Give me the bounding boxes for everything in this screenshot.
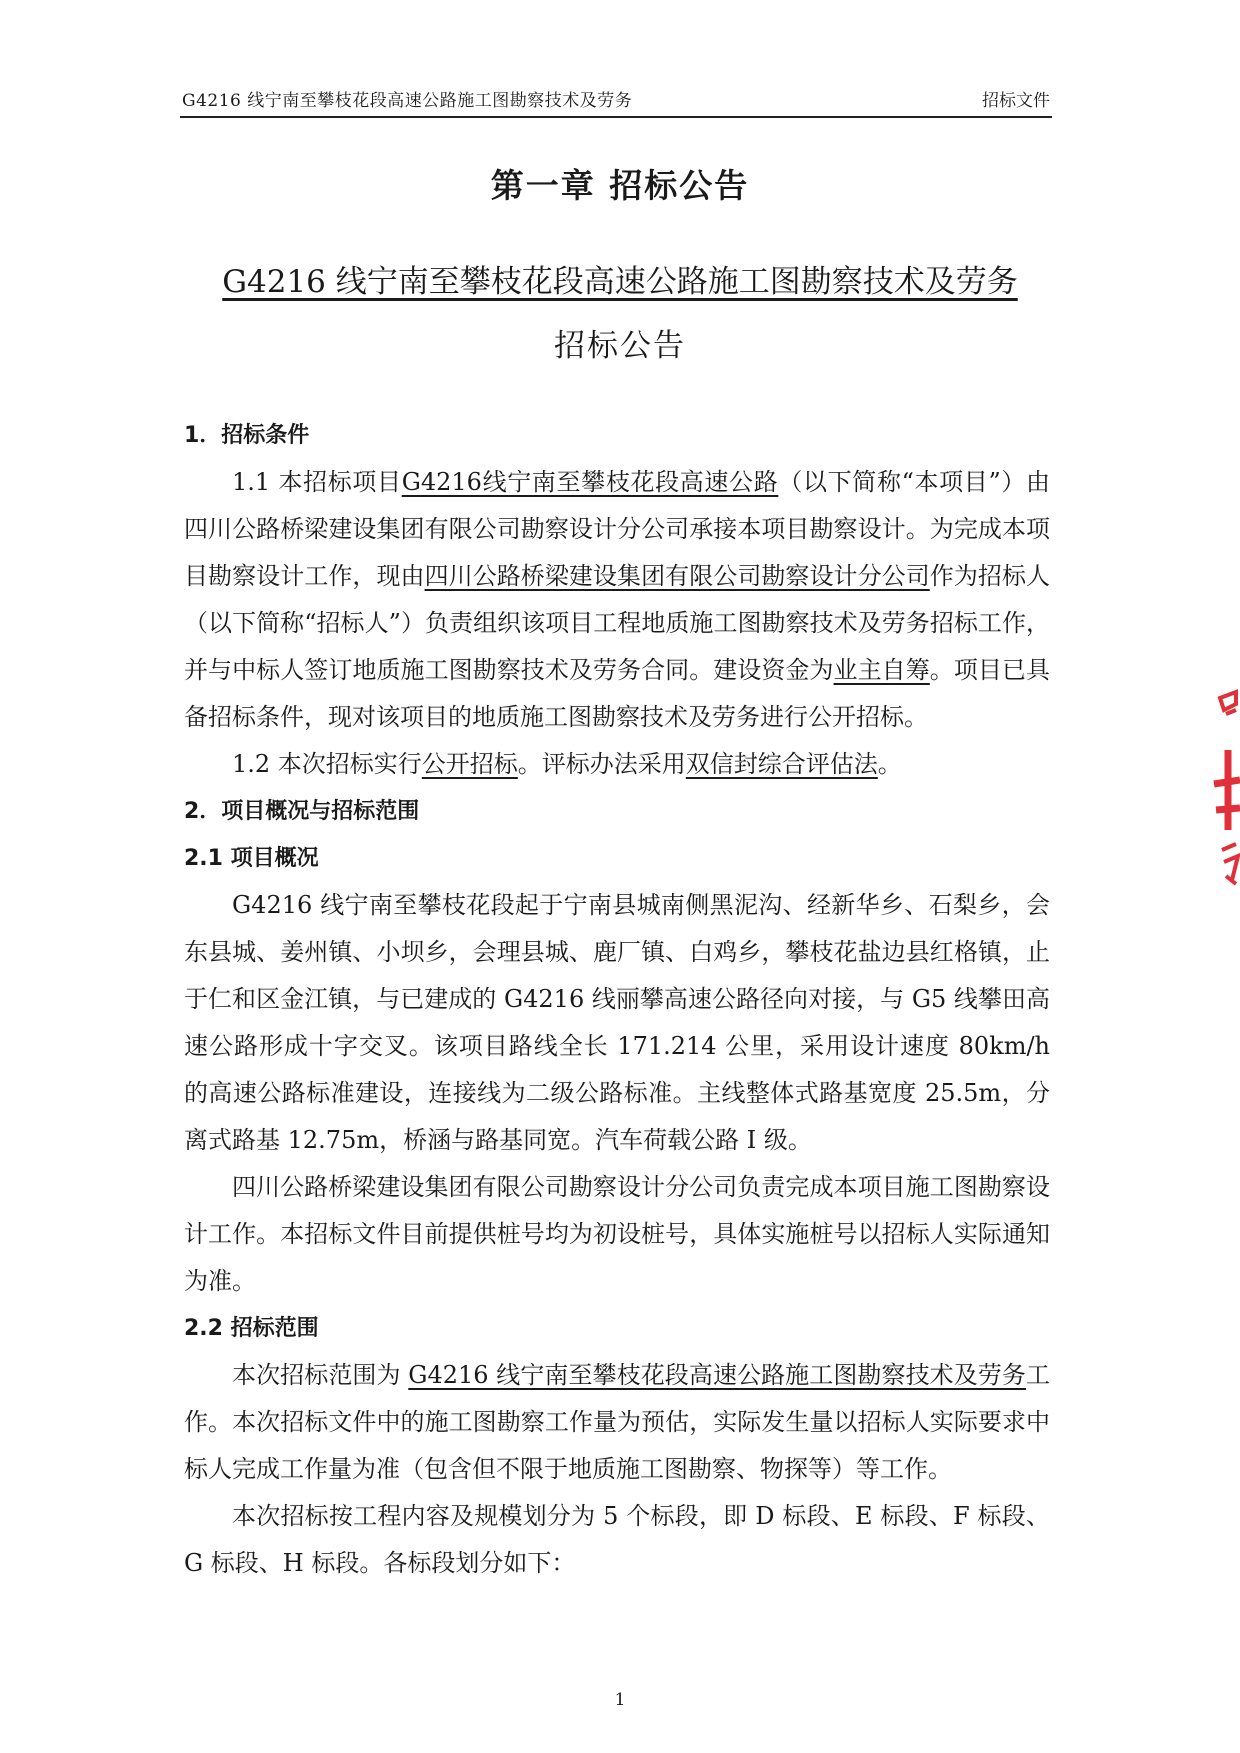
paragraph-2-1-b: 四川公路桥梁建设集团有限公司勘察设计分公司负责完成本项目施工图勘察设计工作。本招标文件目前提供桩号均为初设桩号，具体实施桩号以招标人实际通知为准。 bbox=[184, 1173, 1050, 1295]
paragraph-1-2 bbox=[184, 741, 1050, 788]
seal-stamp-graphic bbox=[1206, 680, 1240, 900]
tender-method: 公开招标 bbox=[421, 750, 518, 778]
project-name: G4216线宁南至攀枝花段高速公路 bbox=[401, 468, 779, 496]
p1-1-mid1: （以下简称“本项目”）由四川公路桥梁建设集团有限公司勘察设计分公司承接本项目勘察设计。为完成本项目勘察设计工作，现由 bbox=[184, 468, 1051, 590]
document-title-text: G4216 线宁南至攀枝花段高速公路施工图勘察技术及劳务 bbox=[222, 264, 1018, 300]
running-header-doc-type: 招标文件 bbox=[982, 91, 1050, 111]
tenderer-name: 四川公路桥梁建设集团有限公司勘察设计分公司 bbox=[424, 562, 930, 590]
section-heading-2: 2．项目概况与招标范围 bbox=[184, 799, 420, 824]
p1-2-mid: 。评标办法采用 bbox=[517, 750, 686, 778]
tender-scope: G4216 线宁南至攀枝花段高速公路施工图勘察技术及劳务 bbox=[408, 1361, 1026, 1389]
p1-1-suffix: 。项目已具备招标条件，现对该项目的地质施工图勘察技术及劳务进行公开招标。 bbox=[184, 656, 1051, 731]
section-heading-2-2: 2.2 招标范围 bbox=[184, 1316, 319, 1341]
p1-2-prefix: 1.2 本次招标实行 bbox=[232, 750, 422, 778]
seal-stamp-edge bbox=[1206, 680, 1240, 900]
document-title bbox=[0, 256, 1240, 301]
funding-source: 业主自筹 bbox=[833, 656, 930, 684]
chapter-title: 第一章 招标公告 bbox=[490, 166, 750, 205]
paragraph-2-1-a: G4216 线宁南至攀枝花段起于宁南县城南侧黑泥沟、经新华乡、石梨乡，会东县城、姜州镇、小坝乡，会理县城、鹿厂镇、白鸡乡，攀枝花盐边县红格镇，止于仁和区金江镇，与已建成的 G4216 线丽攀高速公路径向对接，与 G5 线攀田高速公路形成十字交叉。该项目路线全长 171.214 公里，采用设计速度 80km/h 的高速公路标准建设，连接线为二级公路标准。主线整体式路基宽度 25.5m，分离式路基 12.75m，桥涵与路基同宽。汽车荷载公路 I 级。 bbox=[184, 891, 1050, 1154]
paragraph-1-1 bbox=[184, 459, 1050, 741]
p1-1-prefix: 1.1 本招标项目 bbox=[232, 468, 402, 496]
p1-2-suffix: 。 bbox=[877, 750, 902, 778]
section-heading-2-1: 2.1 项目概况 bbox=[184, 846, 319, 871]
p2-2a-suffix: 工作。本次招标文件中的施工图勘察工作量为预估，实际发生量以招标人实际要求中标人完成工作量为准（包含但不限于地质施工图勘察、物探等）等工作。 bbox=[184, 1361, 1050, 1483]
header-divider bbox=[180, 116, 1052, 118]
page-number: 1 bbox=[614, 1690, 626, 1710]
p1-1-mid2: 作为招标人（以下简称“招标人”）负责组织该项目工程地质施工图勘察技术及劳务招标工作，并与中标人签订地质施工图勘察技术及劳务合同。建设资金为 bbox=[184, 562, 1051, 684]
section-heading-1: 1．招标条件 bbox=[184, 423, 310, 448]
paragraph-2-2-b: 本次招标按工程内容及规模划分为 5 个标段，即 D 标段、E 标段、F 标段、G 标段、H 标段。各标段划分如下： bbox=[184, 1502, 1050, 1577]
evaluation-method: 双信封综合评估法 bbox=[685, 750, 878, 778]
p2-2a-prefix: 本次招标范围为 bbox=[232, 1361, 409, 1389]
paragraph-2-2-a bbox=[184, 1352, 1050, 1493]
document-subtitle: 招标公告 bbox=[554, 328, 686, 364]
body-text bbox=[184, 412, 1050, 1587]
running-header-title: G4216 线宁南至攀枝花段高速公路施工图勘察技术及劳务 bbox=[182, 91, 633, 111]
